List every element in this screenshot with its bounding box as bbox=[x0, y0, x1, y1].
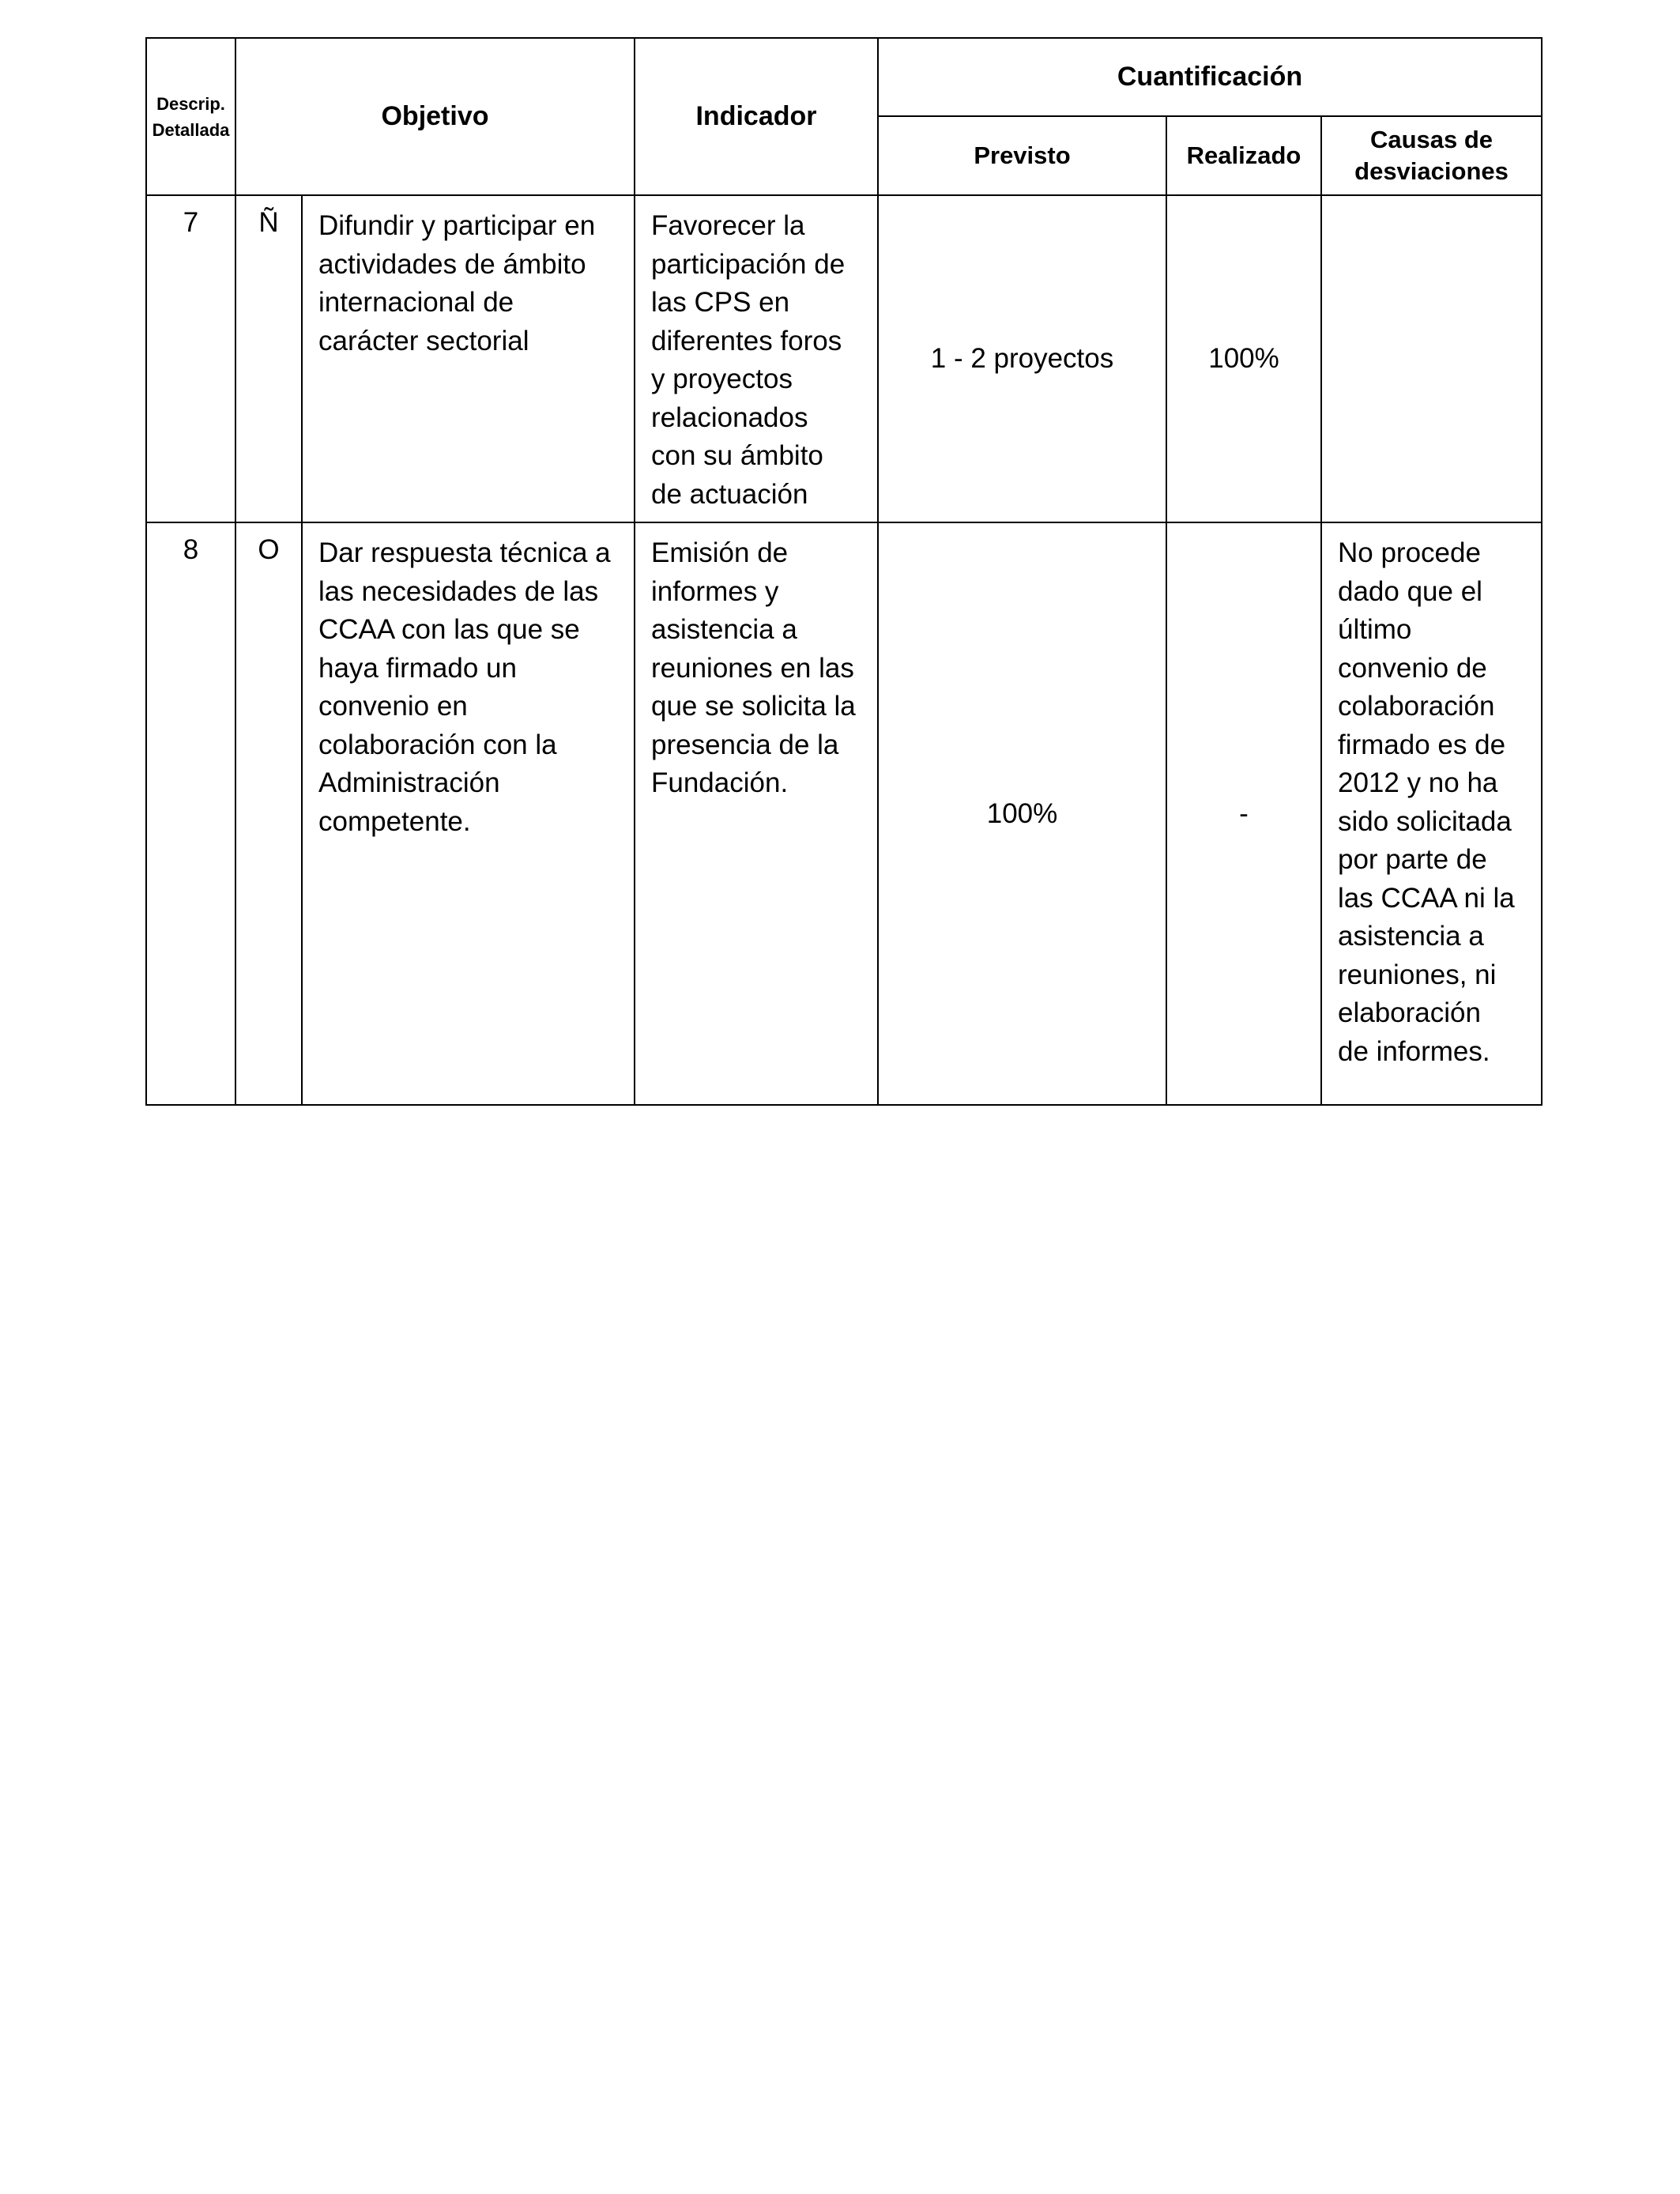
header-descrip-line1: Descrip. bbox=[156, 93, 225, 114]
objetivo-line: carácter sectorial bbox=[318, 325, 529, 356]
objetivo-line: Administración bbox=[318, 767, 500, 798]
objetivo-line: CCAA con las que se bbox=[318, 614, 580, 645]
row-previsto: 100% bbox=[878, 522, 1166, 1105]
row-indicador bbox=[635, 522, 878, 1105]
row-number: 7 bbox=[146, 195, 235, 522]
indicador-line: informes y bbox=[651, 575, 779, 607]
row-letter: O bbox=[235, 522, 302, 1105]
indicador-line: diferentes foros bbox=[651, 325, 842, 356]
row-realizado: - bbox=[1166, 522, 1321, 1105]
indicador-line: asistencia a bbox=[651, 614, 797, 645]
objetivo-line: Dar respuesta técnica a bbox=[318, 537, 611, 568]
objetivo-line: Difundir y participar en bbox=[318, 210, 596, 241]
table-row bbox=[146, 195, 1542, 522]
row-letter: Ñ bbox=[235, 195, 302, 522]
indicador-line: con su ámbito bbox=[651, 440, 823, 471]
header-causas-line2: desviaciones bbox=[1354, 157, 1509, 185]
header-causas-desviaciones bbox=[1321, 116, 1542, 195]
objetivo-line: convenio en bbox=[318, 691, 468, 722]
causas-line: asistencia a bbox=[1338, 921, 1484, 952]
causas-line: sido solicitada bbox=[1338, 805, 1512, 837]
indicador-line: Favorecer la bbox=[651, 210, 805, 241]
indicador-line: las CPS en bbox=[651, 287, 790, 318]
row-realizado: 100% bbox=[1166, 195, 1321, 522]
objetivo-line: internacional de bbox=[318, 287, 514, 318]
indicador-line: y proyectos bbox=[651, 364, 793, 394]
causas-line: dado que el bbox=[1338, 575, 1482, 607]
indicador-line: relacionados bbox=[651, 401, 808, 433]
objetivo-line: las necesidades de las bbox=[318, 575, 599, 607]
row-number: 8 bbox=[146, 522, 235, 1105]
causas-line: las CCAA ni la bbox=[1338, 882, 1515, 914]
causas-line: 2012 y no ha bbox=[1338, 767, 1498, 798]
objetivo-line: actividades de ámbito bbox=[318, 248, 586, 280]
objetivo-line: colaboración con la bbox=[318, 729, 557, 760]
header-descrip-detallada bbox=[146, 38, 235, 195]
causas-line: convenio de bbox=[1338, 652, 1487, 684]
causas-line: elaboración bbox=[1338, 997, 1481, 1028]
row-objetivo bbox=[302, 195, 635, 522]
indicador-line: reuniones en las bbox=[651, 652, 854, 684]
row-causas bbox=[1321, 195, 1542, 522]
indicador-line: participación de bbox=[651, 248, 846, 280]
header-row-top bbox=[146, 38, 1542, 116]
row-objetivo bbox=[302, 522, 635, 1105]
header-cuantificacion: Cuantificación bbox=[878, 38, 1542, 116]
objetivo-line: haya firmado un bbox=[318, 652, 517, 684]
objetivo-line: competente. bbox=[318, 805, 471, 837]
indicador-line: presencia de la bbox=[651, 729, 839, 760]
causas-line: No procede bbox=[1338, 537, 1481, 568]
causas-line: de informes. bbox=[1338, 1035, 1490, 1067]
header-realizado: Realizado bbox=[1166, 116, 1321, 195]
indicador-line: que se solicita la bbox=[651, 691, 856, 722]
row-previsto: 1 - 2 proyectos bbox=[878, 195, 1166, 522]
indicador-line: Emisión de bbox=[651, 537, 789, 568]
causas-line: por parte de bbox=[1338, 844, 1487, 875]
header-causas-line1: Causas de bbox=[1369, 126, 1494, 153]
row-indicador bbox=[635, 195, 878, 522]
objectives-table bbox=[145, 37, 1543, 1106]
table-row bbox=[146, 522, 1542, 1105]
causas-line: reuniones, ni bbox=[1338, 959, 1497, 990]
header-indicador: Indicador bbox=[635, 38, 878, 195]
causas-line: firmado es de bbox=[1338, 729, 1506, 760]
header-descrip-line2: Detallada bbox=[152, 119, 230, 140]
causas-line: colaboración bbox=[1338, 691, 1495, 722]
header-previsto: Previsto bbox=[878, 116, 1166, 195]
row-causas bbox=[1321, 522, 1542, 1105]
header-objetivo: Objetivo bbox=[235, 38, 635, 195]
indicador-line: de actuación bbox=[651, 478, 808, 510]
causas-line: último bbox=[1338, 614, 1412, 645]
indicador-line: Fundación. bbox=[651, 767, 789, 798]
